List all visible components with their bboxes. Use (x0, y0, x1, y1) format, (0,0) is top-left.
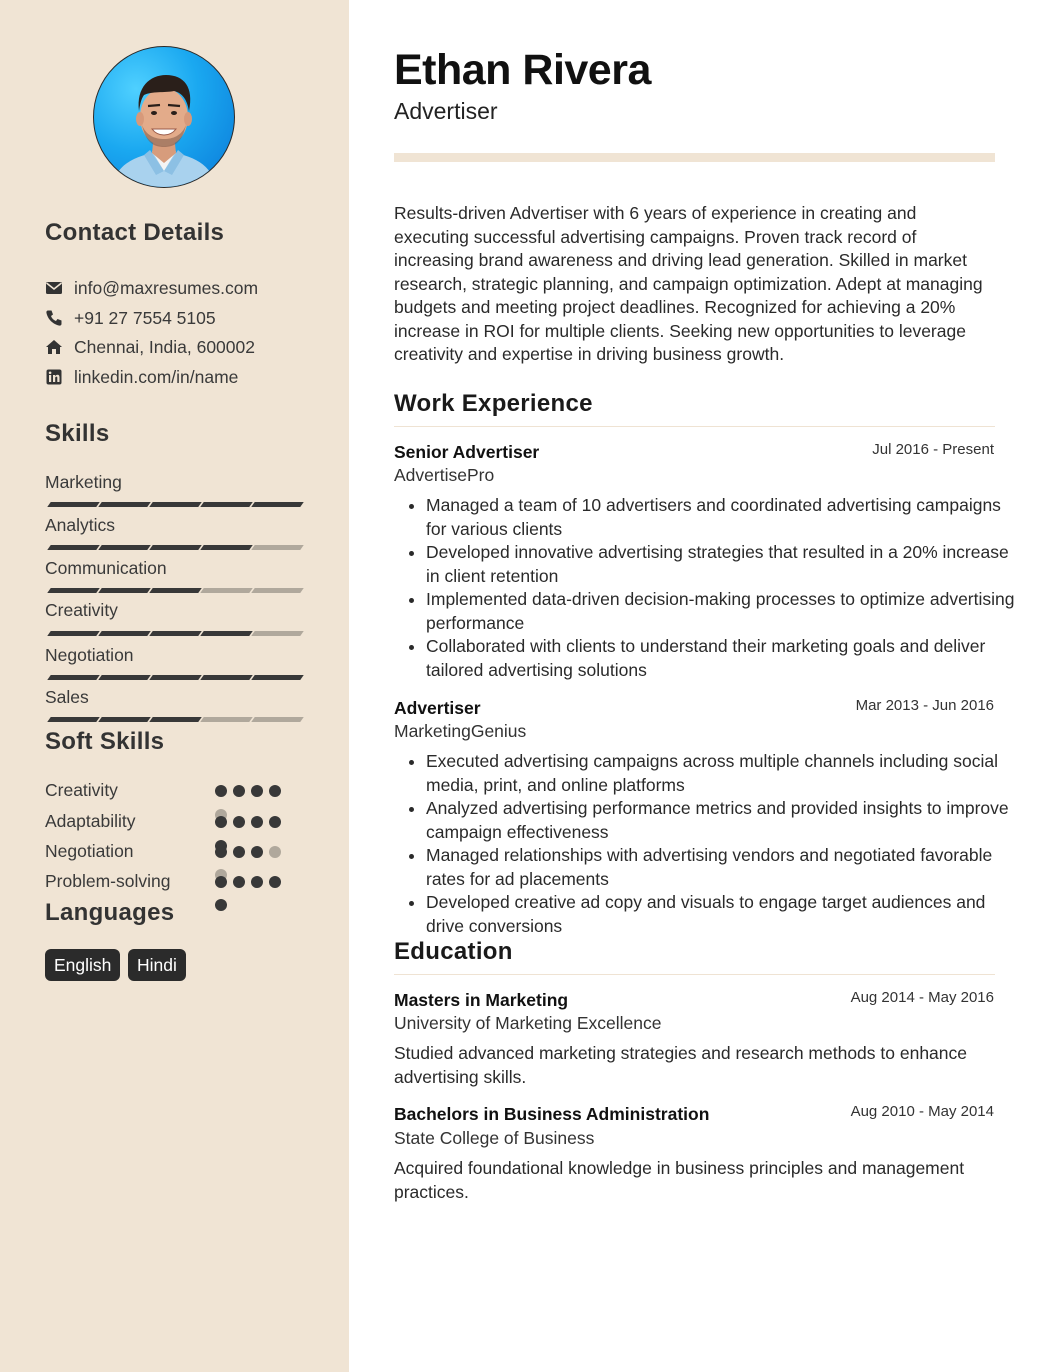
contact-phone-row (45, 306, 216, 330)
list-item: • Executed advertising campaigns across multiple channels including social media, print, and online platforms (426, 750, 1016, 797)
rating-dot (215, 899, 227, 911)
envelope-icon (45, 279, 63, 297)
list-item: • Developed innovative advertising strategies that resulted in a 20% increase in client retention (426, 541, 1016, 588)
job-bullets (394, 494, 1016, 682)
skill-level-segment (251, 502, 304, 507)
skill-level-segment (98, 717, 151, 722)
job-dates: Mar 2013 - Jun 2016 (855, 697, 994, 714)
languages-heading: Languages (45, 899, 175, 926)
list-item: • Developed creative ad copy and visuals to engage target audiences and drive conversions (426, 891, 1016, 938)
skill-level-segment (47, 588, 100, 593)
education-school: State College of Business (394, 1128, 595, 1148)
skill-level-segment (149, 631, 202, 636)
soft-skill-name: Negotiation (45, 841, 134, 861)
skill-level-segment (149, 675, 202, 680)
soft-skill-name: Creativity (45, 780, 118, 800)
skill-level-segment (200, 502, 253, 507)
skill-level-bar (45, 717, 302, 722)
education-degree: Bachelors in Business Administration (394, 1104, 710, 1124)
list-item: • Analyzed advertising performance metrics and provided insights to improve campaign effectiveness (426, 797, 1016, 844)
skill-level-segment (200, 588, 253, 593)
skill-level-bar (45, 675, 302, 680)
skill-name: Negotiation (45, 645, 134, 665)
rating-dot (251, 785, 263, 797)
contact-address-row (45, 335, 255, 359)
rating-dot (269, 846, 281, 858)
rating-dot (269, 816, 281, 828)
skill-name: Analytics (45, 515, 116, 535)
person-role: Advertiser (394, 98, 498, 124)
header-divider (394, 153, 995, 162)
education-heading: Education (394, 938, 513, 965)
work-heading: Work Experience (394, 390, 593, 417)
skill-level-segment (200, 631, 253, 636)
skill-level-segment (47, 545, 100, 550)
skill-level-segment (98, 631, 151, 636)
education-school: University of Marketing Excellence (394, 1013, 662, 1033)
soft-skill-name: Problem-solving (45, 871, 171, 891)
job-bullets (394, 750, 1016, 938)
list-item: • Collaborated with clients to understand their marketing goals and deliver tailored advertising solutions (426, 635, 1016, 682)
job-company: MarketingGenius (394, 721, 527, 741)
skill-name: Sales (45, 687, 89, 707)
skill-level-segment (251, 631, 304, 636)
skills-heading: Skills (45, 420, 110, 447)
skill-name: Communication (45, 558, 167, 578)
rating-dot (269, 876, 281, 888)
person-name: Ethan Rivera (394, 46, 651, 94)
rating-dot (233, 876, 245, 888)
education-description: Studied advanced marketing strategies and research methods to enhance advertising skills. (394, 1043, 967, 1087)
section-divider (394, 974, 995, 975)
contact-heading: Contact Details (45, 219, 225, 246)
skill-level-segment (149, 717, 202, 722)
section-divider (394, 426, 995, 427)
profile-photo (93, 46, 235, 188)
skill-level-segment (200, 545, 253, 550)
skill-level-segment (149, 502, 202, 507)
skill-level-segment (251, 675, 304, 680)
sidebar (0, 0, 349, 1372)
linkedin-icon (45, 368, 63, 386)
rating-dot (233, 846, 245, 858)
skill-level-segment (47, 675, 100, 680)
contact-linkedin[interactable]: linkedin.com/in/name (74, 366, 239, 387)
contact-address: Chennai, India, 600002 (74, 336, 255, 357)
skill-level-segment (47, 502, 100, 507)
job-title: Senior Advertiser (394, 442, 540, 462)
list-item: • Implemented data-driven decision-making processes to optimize advertising performance (426, 588, 1016, 635)
job-dates: Jul 2016 - Present (872, 441, 994, 458)
education-dates: Aug 2014 - May 2016 (850, 989, 994, 1006)
skill-level-bar (45, 631, 302, 636)
soft-skill-name: Adaptability (45, 811, 136, 831)
skill-level-segment (200, 675, 253, 680)
home-icon (45, 338, 63, 356)
skill-name: Marketing (45, 472, 122, 492)
rating-dot (215, 876, 227, 888)
language-tag: English (45, 949, 120, 981)
skill-level-segment (98, 588, 151, 593)
rating-dot (251, 846, 263, 858)
job-title: Advertiser (394, 698, 481, 718)
contact-email[interactable]: info@maxresumes.com (74, 277, 259, 298)
skill-level-bar (45, 502, 302, 507)
rating-dot (251, 876, 263, 888)
contact-email-row (45, 276, 258, 300)
rating-dot (251, 816, 263, 828)
skill-level-segment (200, 717, 253, 722)
skill-level-segment (251, 588, 304, 593)
rating-dot (215, 785, 227, 797)
contact-linkedin-row (45, 365, 238, 389)
job-company: AdvertisePro (394, 465, 495, 485)
skill-level-segment (149, 545, 202, 550)
soft-skills-heading: Soft Skills (45, 728, 165, 755)
rating-dot (215, 816, 227, 828)
list-item: • Managed relationships with advertising vendors and negotiated favorable rates for ad placements (426, 844, 1016, 891)
skill-level-segment (47, 717, 100, 722)
list-item: • Managed a team of 10 advertisers and coordinated advertising campaigns for various clients (426, 494, 1016, 541)
language-tag: Hindi (128, 949, 186, 981)
education-dates: Aug 2010 - May 2014 (850, 1103, 994, 1120)
skill-level-bar (45, 545, 302, 550)
rating-dot (233, 785, 245, 797)
profile-summary: Results-driven Advertiser with 6 years of experience in creating and executing successful advertising campaigns. Proven track record of increasing brand awareness and driving lead generation. Skilled in market research, strategic planning, and campaign optimization. Adept at managing budgets and meeting project deadlines. Recognized for achieving a 20% increase in ROI for multiple clients. Seeking new opportunities to leverage creativity and expertise in driving business growth. (394, 203, 983, 364)
skill-name: Creativity (45, 600, 118, 620)
education-degree: Masters in Marketing (394, 990, 569, 1010)
skill-level-segment (251, 545, 304, 550)
skill-level-segment (149, 588, 202, 593)
skill-level-segment (98, 675, 151, 680)
phone-icon (45, 309, 63, 327)
rating-dot (215, 846, 227, 858)
skill-level-segment (251, 717, 304, 722)
rating-dot (269, 785, 281, 797)
education-description: Acquired foundational knowledge in business principles and management practices. (394, 1158, 965, 1202)
rating-dot (233, 816, 245, 828)
skill-level-segment (98, 502, 151, 507)
skill-level-segment (47, 631, 100, 636)
skill-level-segment (98, 545, 151, 550)
contact-phone[interactable]: +91 27 7554 5105 (74, 307, 216, 328)
skill-level-bar (45, 588, 302, 593)
